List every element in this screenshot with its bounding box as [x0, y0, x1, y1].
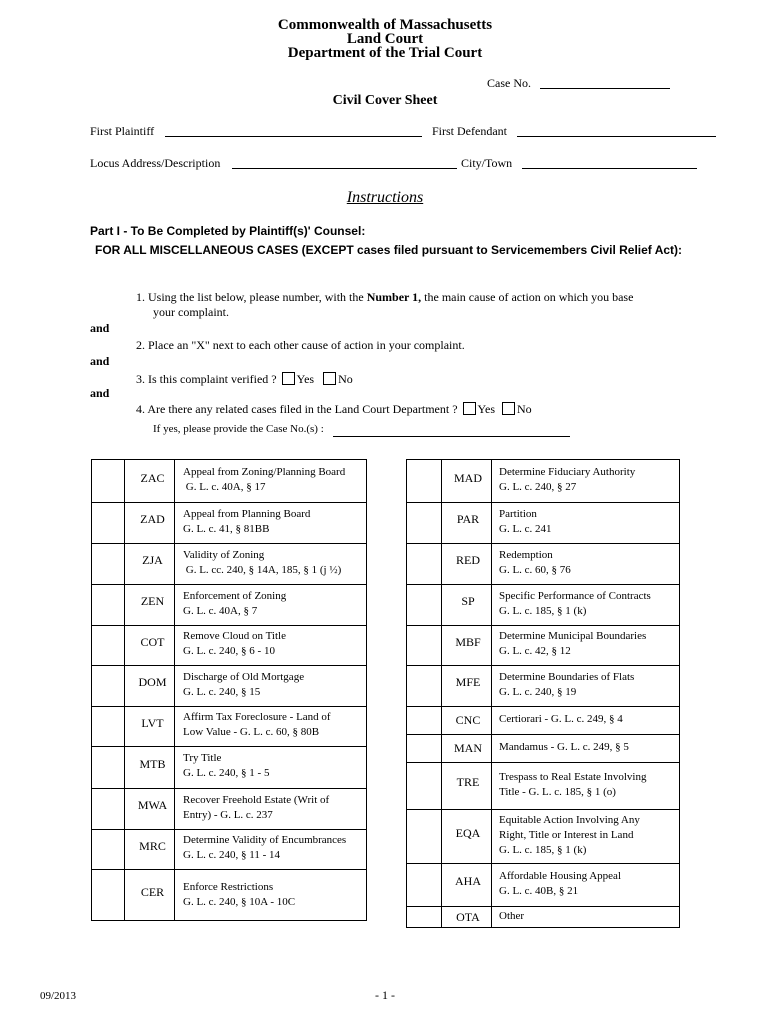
cause-mark-cell[interactable] — [407, 863, 441, 906]
row-separator — [92, 706, 366, 707]
cause-code: LVT — [141, 715, 164, 730]
left-cause-table — [91, 459, 367, 921]
item-1: 1. Using the list below, please number, with the Number 1, the main cause of action on which you base — [136, 290, 634, 304]
cause-mark-cell[interactable] — [92, 584, 126, 625]
cause-description: Recover Freehold Estate (Writ of Entry) - G. L. c. 237 — [183, 793, 330, 821]
row-separator — [407, 706, 679, 707]
cause-code: OTA — [456, 910, 480, 924]
cause-code: MAN — [453, 740, 482, 755]
related-yes-checkbox[interactable] — [463, 402, 476, 415]
item-1-line2: your complaint. — [153, 305, 229, 319]
header-line-1: Commonwealth of Massachusetts — [277, 17, 493, 33]
cause-code: RED — [456, 553, 480, 567]
row-separator — [407, 734, 679, 735]
cause-mark-cell[interactable] — [407, 706, 441, 734]
first-defendant-label: First Defendant — [432, 124, 507, 138]
cause-mark-cell[interactable] — [92, 502, 126, 543]
verified-yes-checkbox[interactable] — [282, 372, 295, 385]
cause-mark-cell[interactable] — [92, 746, 126, 788]
item-4: 4. Are there any related cases filed in the Land Court Department ? Yes No — [136, 402, 532, 416]
cause-mark-cell[interactable] — [92, 625, 126, 665]
city-town-field[interactable] — [522, 168, 697, 169]
cause-mark-cell[interactable] — [92, 788, 126, 829]
part1-heading: Part I - To Be Completed by Plaintiff(s)' Counsel: — [90, 224, 366, 238]
cause-code: MRC — [139, 838, 166, 853]
cause-description: Affirm Tax Foreclosure - Land of Low Value - G. L. c. 60, § 80B — [183, 711, 331, 738]
city-town-label: City/Town — [461, 156, 513, 170]
cause-mark-cell[interactable] — [92, 543, 126, 584]
row-separator — [407, 584, 679, 585]
cause-description: Other — [499, 910, 525, 922]
locus-label: Locus Address/Description — [90, 156, 221, 170]
row-separator — [407, 762, 679, 763]
row-separator — [407, 863, 679, 864]
cause-code: AHA — [455, 874, 481, 888]
cause-code: EQA — [455, 825, 481, 840]
cause-description: Certiorari - G. L. c. 249, § 4 — [499, 712, 623, 725]
cause-code: ZAC — [140, 470, 165, 485]
row-separator — [407, 809, 679, 810]
cause-mark-cell[interactable] — [407, 460, 441, 502]
cause-mark-cell[interactable] — [407, 543, 441, 584]
cause-code: ZJA — [142, 553, 163, 567]
and-label-2: and — [90, 354, 110, 368]
cause-description: Appeal from Zoning/Planning Board G. L. c. 40A, § 17 — [183, 466, 346, 493]
cause-description: Appeal from Planning Board G. L. c. 41, § 81BB — [183, 507, 311, 535]
instructions-title: Instructions — [346, 189, 424, 206]
cause-description: Partition G. L. c. 241 — [499, 507, 552, 535]
cause-code: MBF — [455, 634, 481, 649]
cause-mark-cell[interactable] — [92, 869, 126, 922]
cause-mark-cell[interactable] — [92, 460, 126, 502]
row-separator — [92, 869, 366, 870]
cause-description: Validity of Zoning G. L. cc. 240, § 14A, 185, § 1 (j ½) — [183, 548, 342, 576]
row-separator — [92, 502, 366, 503]
row-separator — [92, 829, 366, 830]
cause-mark-cell[interactable] — [407, 625, 441, 665]
row-separator — [407, 906, 679, 907]
page-title: Civil Cover Sheet — [332, 93, 438, 108]
item-3: 3. Is this complaint verified ? Yes No — [136, 372, 353, 386]
case-no-field[interactable] — [540, 88, 670, 89]
cause-mark-cell[interactable] — [92, 829, 126, 869]
cause-description: Enforce Restrictions G. L. c. 240, § 10A - 10C — [183, 880, 296, 908]
cause-code: DOM — [138, 675, 167, 689]
cause-mark-cell[interactable] — [407, 809, 441, 863]
row-separator — [92, 543, 366, 544]
cause-code: MFE — [455, 675, 481, 689]
cause-description: Determine Fiduciary Authority G. L. c. 240, § 27 — [499, 466, 636, 493]
cause-code: ZEN — [140, 594, 165, 608]
row-separator — [407, 665, 679, 666]
misc-cases-heading: FOR ALL MISCELLANEOUS CASES (EXCEPT cases filed pursuant to Servicemembers Civil Relief Act): — [95, 243, 683, 257]
row-separator — [407, 543, 679, 544]
cause-mark-cell[interactable] — [407, 665, 441, 706]
first-defendant-field[interactable] — [517, 136, 716, 137]
cause-code: COT — [140, 634, 165, 649]
cause-code: CER — [140, 885, 165, 899]
cause-description: Remove Cloud on Title G. L. c. 240, § 6 - 10 — [183, 630, 286, 657]
cause-code: ZAD — [140, 512, 165, 526]
cause-mark-cell[interactable] — [407, 762, 441, 809]
and-label-3: and — [90, 386, 110, 400]
header-line-3: Department of the Trial Court — [287, 45, 483, 61]
cause-description: Determine Validity of Encumbrances G. L. c. 240, § 11 - 14 — [183, 834, 347, 861]
cause-description: Determine Boundaries of Flats G. L. c. 240, § 19 — [499, 670, 635, 698]
cause-mark-cell[interactable] — [407, 734, 441, 762]
row-separator — [92, 788, 366, 789]
cause-description: Equitable Action Involving Any Right, Title or Interest in Land G. L. c. 185, § 1 (k) — [499, 813, 640, 856]
cause-code: MWA — [137, 798, 168, 812]
cause-mark-cell[interactable] — [92, 706, 126, 746]
cause-mark-cell[interactable] — [407, 584, 441, 625]
if-yes-label: If yes, please provide the Case No.(s) : — [153, 423, 324, 435]
first-plaintiff-label: First Plaintiff — [90, 124, 155, 138]
cause-description: Trespass to Real Estate Involving Title - G. L. c. 185, § 1 (o) — [499, 770, 647, 798]
cause-mark-cell[interactable] — [407, 906, 441, 929]
row-separator — [92, 665, 366, 666]
cause-code: SP — [461, 594, 475, 608]
header-line-2: Land Court — [346, 31, 424, 47]
first-plaintiff-field[interactable] — [165, 136, 422, 137]
row-separator — [92, 584, 366, 585]
right-cause-table — [406, 459, 680, 928]
cause-description: Discharge of Old Mortgage G. L. c. 240, § 15 — [183, 670, 305, 698]
cause-code: TRE — [456, 775, 480, 789]
cause-code: MAD — [453, 470, 482, 485]
related-no-checkbox[interactable] — [502, 402, 515, 415]
row-separator — [407, 625, 679, 626]
cause-code: PAR — [456, 512, 480, 526]
cause-description: Redemption G. L. c. 60, § 76 — [499, 548, 571, 576]
cause-description: Try Title G. L. c. 240, § 1 - 5 — [183, 752, 270, 779]
cause-code: MTB — [139, 756, 166, 771]
case-no-label: Case No. — [487, 76, 531, 90]
cause-description: Affordable Housing Appeal G. L. c. 40B, § 21 — [499, 869, 621, 897]
cause-description: Mandamus - G. L. c. 249, § 5 — [499, 740, 629, 753]
row-separator — [92, 746, 366, 747]
row-separator — [407, 502, 679, 503]
verified-no-checkbox[interactable] — [323, 372, 336, 385]
footer-date: 09/2013 — [40, 990, 77, 1002]
cause-description: Determine Municipal Boundaries G. L. c. 42, § 12 — [499, 630, 647, 657]
page-number: - 1 - — [375, 988, 395, 1002]
cause-description: Enforcement of Zoning G. L. c. 40A, § 7 — [183, 589, 287, 617]
cause-mark-cell[interactable] — [407, 502, 441, 543]
locus-field[interactable] — [232, 168, 457, 169]
item-2: 2. Place an "X" next to each other cause of action in your complaint. — [136, 338, 465, 352]
cause-code: CNC — [455, 712, 481, 727]
and-label-1: and — [90, 321, 110, 335]
row-separator — [92, 625, 366, 626]
cause-mark-cell[interactable] — [92, 665, 126, 706]
cause-description: Specific Performance of Contracts G. L. c. 185, § 1 (k) — [499, 589, 651, 617]
related-case-no-field[interactable] — [333, 436, 570, 437]
